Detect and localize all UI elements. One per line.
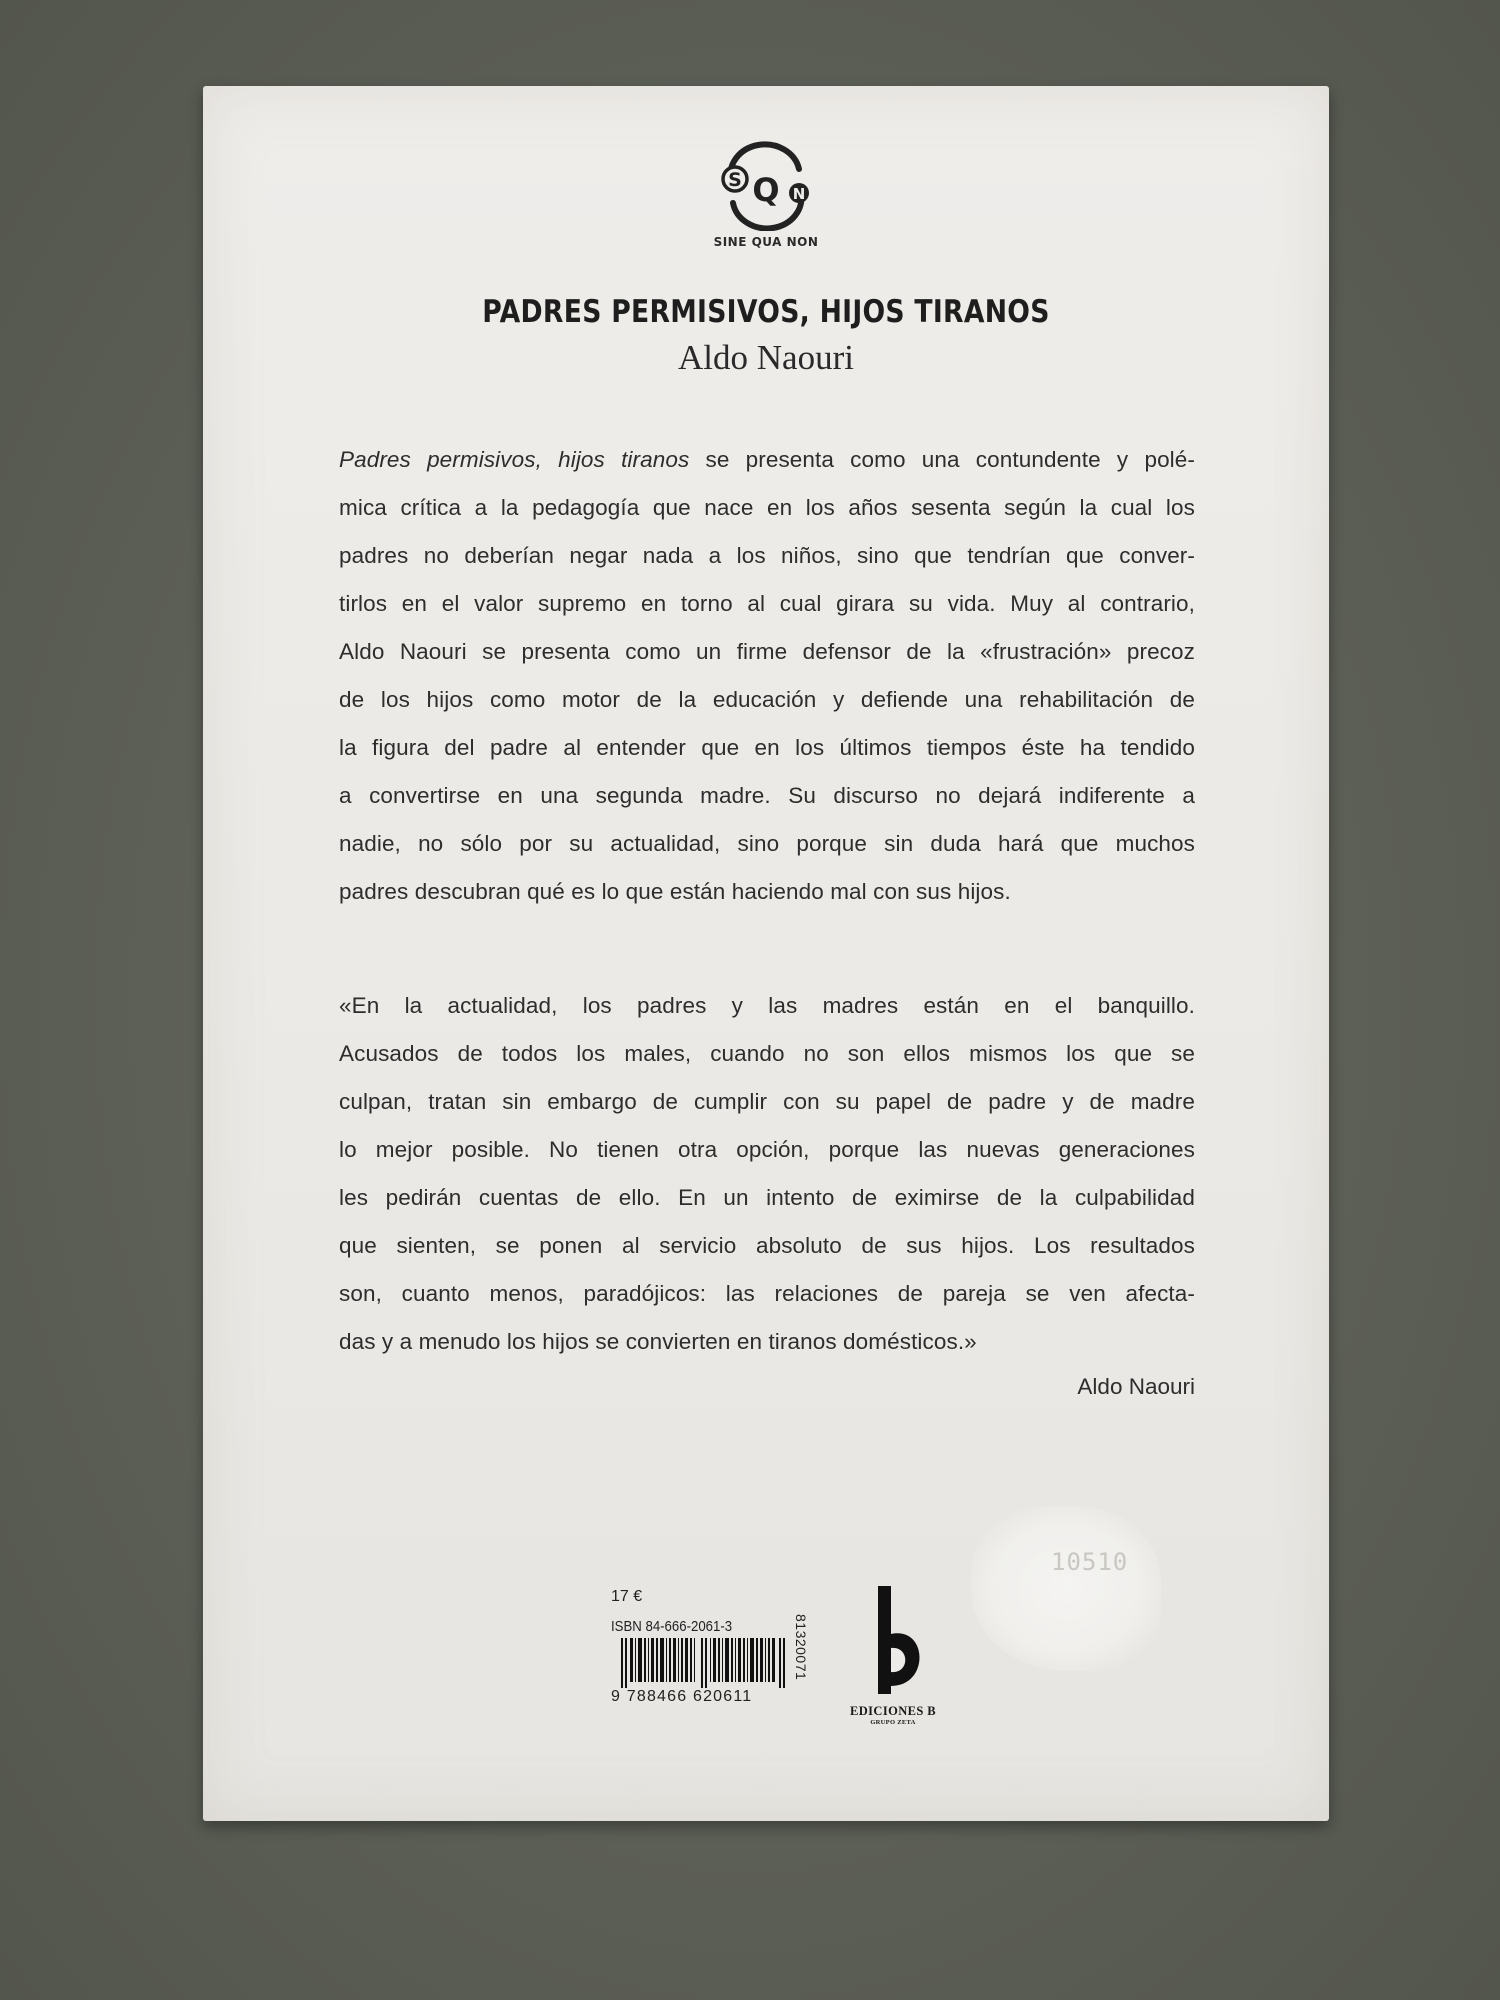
book-back-cover [203,86,1329,1821]
price-label: 17 € [611,1588,643,1605]
synopsis-line: de los hijos como motor de la educación y defiende una rehabilitación de [339,687,1195,712]
quote-line: Acusados de todos los males, cuando no son ellos mismos los que se [339,1041,1195,1066]
quote-signature: Aldo Naouri [1077,1374,1195,1399]
logo-caption: SINE QUA NON [713,235,819,249]
synopsis-line: padres no deberían negar nada a los niños, sino que tendrían que conver- [339,543,1195,568]
sticker-text: 10510 [1051,1548,1129,1576]
quote-line: son, cuanto menos, paradójicos: las relaciones de pareja se ven afecta- [339,1281,1195,1306]
publisher-logo [848,1586,938,1726]
quote-line: das y a menudo los hijos se convierten en tiranos domésticos.» [339,1329,977,1354]
quote-line: que sienten, se ponen al servicio absoluto de sus hijos. Los resultados [339,1233,1195,1258]
barcode-digits: 9 788466 620611 [611,1688,753,1705]
synopsis-line: mica crítica a la pedagogía que nace en los años sesenta según la cual los [339,495,1195,520]
quote-line: les pedirán cuentas de ello. En un intento de eximirse de la culpabilidad [339,1185,1195,1210]
synopsis-line: tirlos en el valor supremo en torno al cual girara su vida. Muy al contrario, [339,591,1195,616]
book-title: PADRES PERMISIVOS, HIJOS TIRANOS [482,294,1050,330]
quote-line: «En la actualidad, los padres y las madres están en el banquillo. [339,993,1195,1018]
quote-line: culpan, tratan sin embargo de cumplir con su papel de padre y de madre [339,1089,1195,1114]
synopsis-line: Padres permisivos, hijos tiranos se presenta como una contundente y polé- [339,447,1195,472]
price-sticker-residue [971,1506,1161,1671]
isbn-label: ISBN 84-666-2061-3 [611,1618,733,1635]
synopsis-paragraph [339,436,1195,916]
svg-text:N: N [792,185,806,203]
publisher-collection-logo [203,141,1329,261]
synopsis-line: nadie, no sólo por su actualidad, sino porque sin duda hará que muchos [339,831,1195,856]
ediciones-b-logo-icon [848,1586,938,1698]
synopsis-italic-lead: Padres permisivos, hijos tiranos [339,447,690,472]
barcode-icon [621,1638,791,1688]
synopsis-line: a convertirse en una segunda madre. Su discurso no dejará indiferente a [339,783,1195,808]
author-quote-paragraph [339,982,1195,1366]
synopsis-line: la figura del padre al entender que en los últimos tiempos éste ha tendido [339,735,1195,760]
book-author: Aldo Naouri [678,338,854,377]
synopsis-line: Aldo Naouri se presenta como un firme defensor de la «frustración» precoz [339,639,1195,664]
sqn-logo-icon [711,141,821,231]
publisher-name: EDICIONES B [849,1704,937,1718]
quote-line: lo mejor posible. No tienen otra opción, porque las nuevas generaciones [339,1137,1195,1162]
publisher-group: GRUPO ZETA [870,1719,916,1726]
svg-text:S: S [728,169,742,191]
svg-text:Q: Q [752,171,780,209]
synopsis-line: padres descubran qué es lo que están haciendo mal con sus hijos. [339,879,1011,904]
barcode-side-number: 81320071 [793,1614,809,1681]
